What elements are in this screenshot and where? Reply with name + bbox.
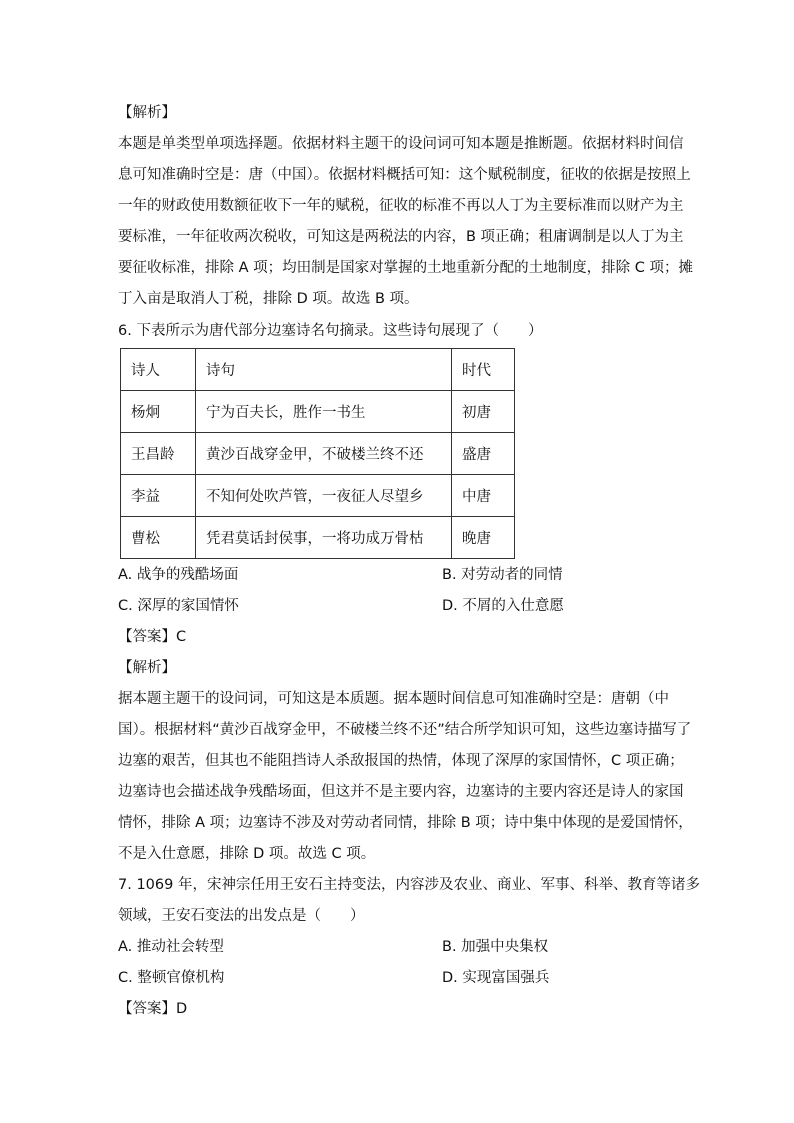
option-b: B. 加强中央集权	[442, 939, 549, 955]
analysis-line: 边塞的艰苦，但其也不能阻挡诗人杀敌报国的热情，体现了深厚的家国情怀，C 项正确；	[118, 753, 684, 769]
table-cell: 李益	[121, 475, 196, 517]
analysis-paragraph	[118, 129, 693, 315]
options-row	[118, 591, 680, 622]
analysis-line: 国）。根据材料“黄沙百战穿金甲，不破楼兰终不还”结合所学知识可知，这些边塞诗描写了	[118, 722, 692, 738]
table-cell: 凭君莫话封侯事，一将功成万骨枯	[196, 517, 452, 559]
option-a: A. 战争的残酷场面	[118, 567, 239, 583]
table-header-cell: 诗人	[121, 349, 196, 391]
question-7-title: 7. 1069 年，宋神宗任用王安石主持变法，内容涉及农业、商业、军事、科举、教育等诸多	[118, 877, 700, 893]
table-cell: 曹松	[121, 517, 196, 559]
analysis-line: 情怀，排除 A 项；边塞诗不涉及对劳动者同情，排除 B 项；诗中集中体现的是爱国情怀，	[118, 815, 693, 831]
table-cell: 王昌龄	[121, 433, 196, 475]
options-row	[118, 932, 680, 963]
table-cell: 晚唐	[452, 517, 515, 559]
table-row	[121, 433, 515, 475]
table-row	[121, 475, 515, 517]
table-cell: 黄沙百战穿金甲，不破楼兰终不还	[196, 433, 452, 475]
poem-table	[120, 348, 515, 559]
analysis-heading: 【解析】	[118, 105, 176, 121]
option-b: B. 对劳动者的同情	[442, 567, 563, 583]
table-row	[121, 517, 515, 559]
analysis-line: 丁入亩是取消人丁税，排除 D 项。故选 B 项。	[118, 291, 419, 307]
analysis-paragraph	[118, 684, 693, 870]
table-cell: 初唐	[452, 391, 515, 433]
table-cell: 中唐	[452, 475, 515, 517]
answer-label: 【答案】D	[118, 1001, 188, 1017]
analysis-line: 要征收标准，排除 A 项；均田制是国家对掌握的土地重新分配的土地制度，排除 C 项；摊	[118, 260, 693, 276]
analysis-line: 息可知准确时空是：唐（中国）。依据材料概括可知：这个赋税制度，征收的依据是按照上	[118, 167, 691, 183]
table-header-row	[121, 349, 515, 391]
table-cell: 宁为百夫长，胜作一书生	[196, 391, 452, 433]
option-c: C. 整顿官僚机构	[118, 970, 225, 986]
table-cell: 盛唐	[452, 433, 515, 475]
analysis-line: 边塞诗也会描述战争残酷场面，但这并不是主要内容，边塞诗的主要内容还是诗人的家国	[118, 784, 684, 800]
table-row	[121, 391, 515, 433]
option-d: D. 不屑的入仕意愿	[442, 598, 564, 614]
table-header-cell: 诗句	[196, 349, 452, 391]
analysis-heading: 【解析】	[118, 660, 176, 676]
analysis-line: 要标准，一年征收两次税收，可知这是两税法的内容，B 项正确；租庸调制是以人丁为主	[118, 229, 684, 245]
question-7-title-cont: 领域，王安石变法的出发点是（ ）	[118, 908, 365, 924]
option-a: A. 推动社会转型	[118, 939, 224, 955]
answer-label: 【答案】C	[118, 629, 187, 645]
options-row	[118, 963, 680, 994]
analysis-line: 一年的财政使用数额征收下一年的赋税，征收的标准不再以人丁为主要标准而以财产为主	[118, 198, 684, 214]
option-c: C. 深厚的家国情怀	[118, 598, 239, 614]
table-cell: 不知何处吹芦管，一夜征人尽望乡	[196, 475, 452, 517]
options-row	[118, 560, 680, 591]
table-header-cell: 时代	[452, 349, 515, 391]
analysis-line: 不是入仕意愿，排除 D 项。故选 C 项。	[118, 846, 376, 862]
analysis-line: 据本题主题干的设问词，可知这是本质题。据本题时间信息可知准确时空是：唐朝（中	[118, 691, 669, 707]
question-6-title: 6. 下表所示为唐代部分边塞诗名句摘录。这些诗句展现了（ ）	[118, 323, 543, 339]
document-page	[118, 98, 700, 1025]
table-cell: 杨炯	[121, 391, 196, 433]
option-d: D. 实现富国强兵	[442, 970, 550, 986]
analysis-line: 本题是单类型单项选择题。依据材料主题干的设问词可知本题是推断题。依据材料时间信	[118, 136, 684, 152]
